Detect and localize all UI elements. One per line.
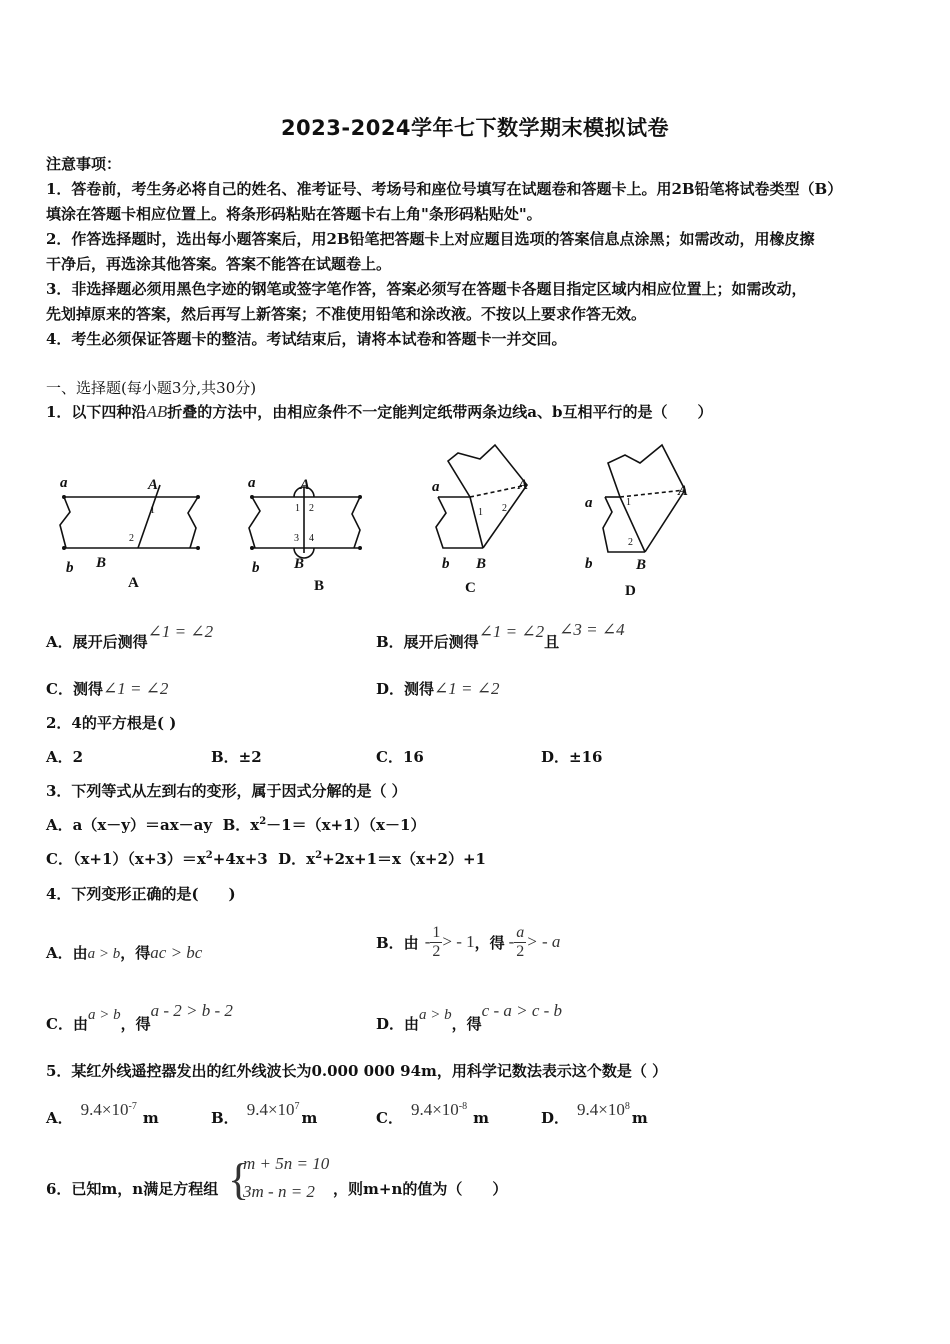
q1-option-d: D．测得∠1 = ∠2 xyxy=(376,679,500,698)
label-A: A xyxy=(300,477,311,493)
label-b: b xyxy=(585,556,593,572)
label-A: A xyxy=(678,483,689,499)
q5-option-d: D． $9.4\times 10^8m$ xyxy=(541,1100,648,1127)
question-6-stem-suffix: ，则m+n的值为（ ） xyxy=(333,1180,508,1198)
q2-option-a: A．2 xyxy=(46,748,84,766)
section-heading: 一、选择题(每小题3分,共30分) xyxy=(46,379,257,397)
q5-option-a: A． $9.4\times 10^{-7}m$ xyxy=(46,1100,159,1127)
q3-options-ab xyxy=(46,814,425,835)
angle-3: 3 xyxy=(294,533,299,544)
question-5-stem: 5．某红外线遥控器发出的红外线波长为0.000 000 94m，用科学记数法表示这个数是（ ） xyxy=(46,1062,668,1080)
angle-1: 1 xyxy=(478,507,483,518)
label-B: B xyxy=(636,557,647,573)
label-A: A xyxy=(518,477,529,493)
label-b: b xyxy=(66,560,74,576)
question-1-stem: 1．以下四种沿AB折叠的方法中，由相应条件不一定能判定纸带两条边线a、b互相平行的是（ ） xyxy=(46,402,713,421)
q3-option-d: D．$x^2+2x+1=x(x+2)+1$ xyxy=(278,850,486,868)
label-b: b xyxy=(252,560,260,576)
q3-options-cd xyxy=(46,848,486,869)
q4-option-a: A．由a > b，得ac > bc xyxy=(46,943,203,962)
notice-line: 填涂在答题卡相应位置上。将条形码粘贴在答题卡右上角"条形码粘贴处"。 xyxy=(46,205,542,223)
label-a: a xyxy=(585,495,593,511)
angle-4: 4 xyxy=(309,533,314,544)
q1-option-b: B．展开后测得∠1 = ∠2且∠3 = ∠4 xyxy=(376,620,625,651)
angle-2: 2 xyxy=(628,537,633,548)
question-6-stem-prefix: 6．已知m，n满足方程组 xyxy=(46,1180,219,1198)
equation-1: m + 5n = 10 xyxy=(243,1154,330,1173)
figure-caption: A xyxy=(128,575,139,591)
notice-heading: 注意事项： xyxy=(46,155,122,173)
q2-option-c: C．16 xyxy=(376,748,424,766)
q5-option-b: B． $9.4\times 10^7m$ xyxy=(211,1100,318,1127)
q1-option-c: C．测得∠1 = ∠2 xyxy=(46,679,169,698)
question-3-stem: 3．下列等式从左到右的变形，属于因式分解的是（ ） xyxy=(46,782,407,800)
label-B: B xyxy=(476,556,487,572)
q1-option-a: A．展开后测得∠1 = ∠2 xyxy=(46,622,214,651)
label-a: a xyxy=(60,475,68,491)
q4-option-d: D．由a > b，得c - a > c - b xyxy=(376,1001,563,1033)
figure-caption: D xyxy=(625,583,636,599)
q5-option-c: C． $9.4\times 10^{-8}m$ xyxy=(376,1100,490,1127)
angle-2: 2 xyxy=(129,533,134,544)
notice-line: 先划掉原来的答案，然后再写上新答案；不准使用铅笔和涂改液。不按以上要求作答无效。 xyxy=(46,305,647,323)
notice-line: 4．考生必须保证答题卡的整洁。考试结束后，请将本试卷和答题卡一并交回。 xyxy=(46,330,567,348)
q3-option-a: A．a（x－y）＝ax－ay xyxy=(46,816,213,834)
angle-1: 1 xyxy=(295,503,300,514)
angle-1: 1 xyxy=(626,497,631,508)
notice-line: 干净后，再选涂其他答案。答案不能答在试题卷上。 xyxy=(46,255,392,273)
label-a: a xyxy=(248,475,256,491)
page-title: 2023-2024学年七下数学期末模拟试卷 xyxy=(280,116,670,140)
question-2-stem: 2．4的平方根是( ) xyxy=(46,714,177,732)
q2-option-b: B．±2 xyxy=(211,748,262,766)
label-a: a xyxy=(432,479,440,495)
q4-option-b: B．由 - $\frac{1}{2}$ > - 1 ，得 - $\frac{a}{2}$ > - a xyxy=(376,923,561,960)
equation-2: 3m - n = 2 xyxy=(243,1182,315,1201)
label-b: b xyxy=(442,556,450,572)
fold-figures xyxy=(40,435,720,605)
q3-option-b: B．$x^2-1=(x+1)(x-1)$ xyxy=(222,816,426,834)
notice-line: 2．作答选择题时，选出每小题答案后，用2B铅笔把答题卡上对应题目选项的答案信息点涂黑；如需改动，用橡皮擦 xyxy=(46,230,815,248)
q2-option-d: D．±16 xyxy=(541,748,603,766)
angle-2: 2 xyxy=(309,503,314,514)
notice-line: 3．非选择题必须用黑色字迹的钢笔或签字笔作答，答案必须写在答题卡各题目指定区域内相应位置上；如需改动， xyxy=(46,280,807,298)
figure-caption: B xyxy=(314,578,325,594)
question-4-stem: 4．下列变形正确的是( ) xyxy=(46,885,236,903)
figure-caption: C xyxy=(465,580,476,596)
label-B: B xyxy=(294,556,305,572)
q3-option-c: C．$(x+1)(x+3)=x^2+4x+3$ xyxy=(46,850,268,868)
angle-1: 1 xyxy=(150,505,155,516)
q4-option-c: C．由a > b，得a - 2 > b - 2 xyxy=(46,1001,233,1033)
label-B: B xyxy=(96,555,107,571)
label-A: A xyxy=(148,477,159,493)
angle-2: 2 xyxy=(502,503,507,514)
system-brace: { xyxy=(228,1155,250,1204)
notice-line: 1．答卷前，考生务必将自己的姓名、准考证号、考场号和座位号填写在试题卷和答题卡上。用2B铅笔将试卷类型（B） xyxy=(46,180,843,198)
